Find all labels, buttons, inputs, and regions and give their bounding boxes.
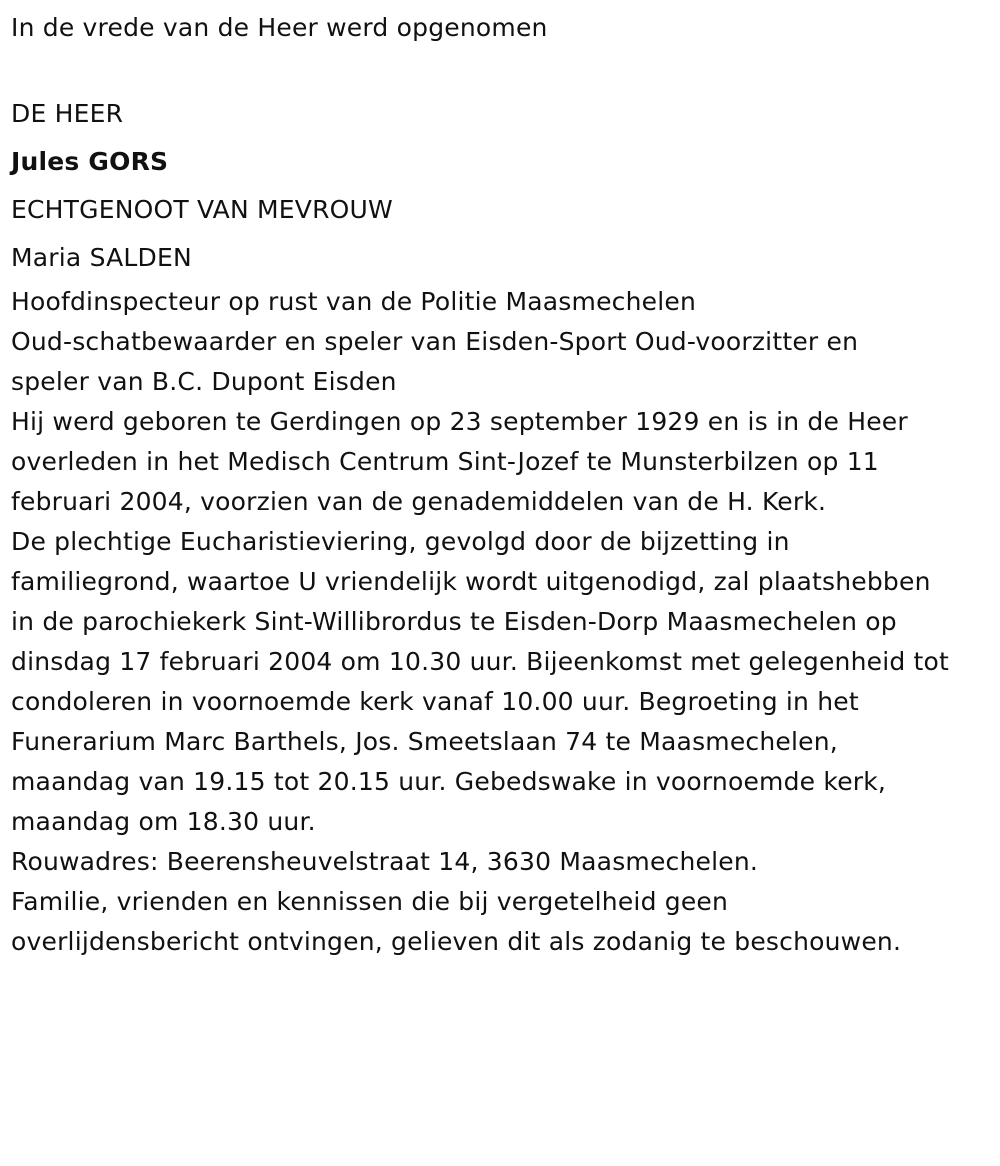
paragraph-line: speler van B.C. Dupont Eisden bbox=[11, 367, 397, 396]
name-block bbox=[11, 90, 990, 282]
title-line: DE HEER bbox=[11, 99, 124, 128]
closing-paragraph bbox=[11, 882, 990, 962]
paragraph-line: Oud-schatbewaarder en speler van Eisden-Sport Oud-voorzitter en bbox=[11, 327, 859, 356]
mourning-address: Rouwadres: Beerensheuvelstraat 14, 3630 Maasmechelen. bbox=[11, 847, 759, 876]
paragraph-line: overlijdensbericht ontvingen, gelieven dit als zodanig te beschouwen. bbox=[11, 927, 902, 956]
paragraph-line: De plechtige Eucharistieviering, gevolgd door de bijzetting in bbox=[11, 527, 790, 556]
paragraph-line: familiegrond, waartoe U vriendelijk wordt uitgenodigd, zal plaatshebben bbox=[11, 567, 931, 596]
paragraph-line: maandag om 18.30 uur. bbox=[11, 807, 316, 836]
paragraph-line: februari 2004, voorzien van de genademiddelen van de H. Kerk. bbox=[11, 487, 827, 516]
paragraph-line: Hij werd geboren te Gerdingen op 23 september 1929 en is in de Heer bbox=[11, 407, 908, 436]
relation-line: ECHTGENOOT VAN MEVROUW bbox=[11, 195, 393, 224]
spouse-name: Maria SALDEN bbox=[11, 243, 192, 272]
address-paragraph bbox=[11, 842, 990, 882]
deceased-name: Jules GORS bbox=[11, 147, 169, 176]
ceremony-paragraph bbox=[11, 522, 990, 842]
paragraph-line: in de parochiekerk Sint-Willibrordus te Eisden-Dorp Maasmechelen op bbox=[11, 607, 897, 636]
functions-paragraph bbox=[11, 282, 990, 402]
paragraph-line: dinsdag 17 februari 2004 om 10.30 uur. Bijeenkomst met gelegenheid tot bbox=[11, 647, 950, 676]
birth-death-paragraph bbox=[11, 402, 990, 522]
paragraph-line: Funerarium Marc Barthels, Jos. Smeetslaan 74 te Maasmechelen, bbox=[11, 727, 838, 756]
paragraph-line: maandag van 19.15 tot 20.15 uur. Gebedswake in voornoemde kerk, bbox=[11, 767, 887, 796]
intro-line: In de vrede van de Heer werd opgenomen bbox=[11, 13, 548, 42]
paragraph-line: condoleren in voornoemde kerk vanaf 10.00 uur. Begroeting in het bbox=[11, 687, 859, 716]
paragraph-line: Hoofdinspecteur op rust van de Politie Maasmechelen bbox=[11, 287, 696, 316]
paragraph-line: overleden in het Medisch Centrum Sint-Jozef te Munsterbilzen op 11 bbox=[11, 447, 879, 476]
paragraph-line: Familie, vrienden en kennissen die bij vergetelheid geen bbox=[11, 887, 729, 916]
